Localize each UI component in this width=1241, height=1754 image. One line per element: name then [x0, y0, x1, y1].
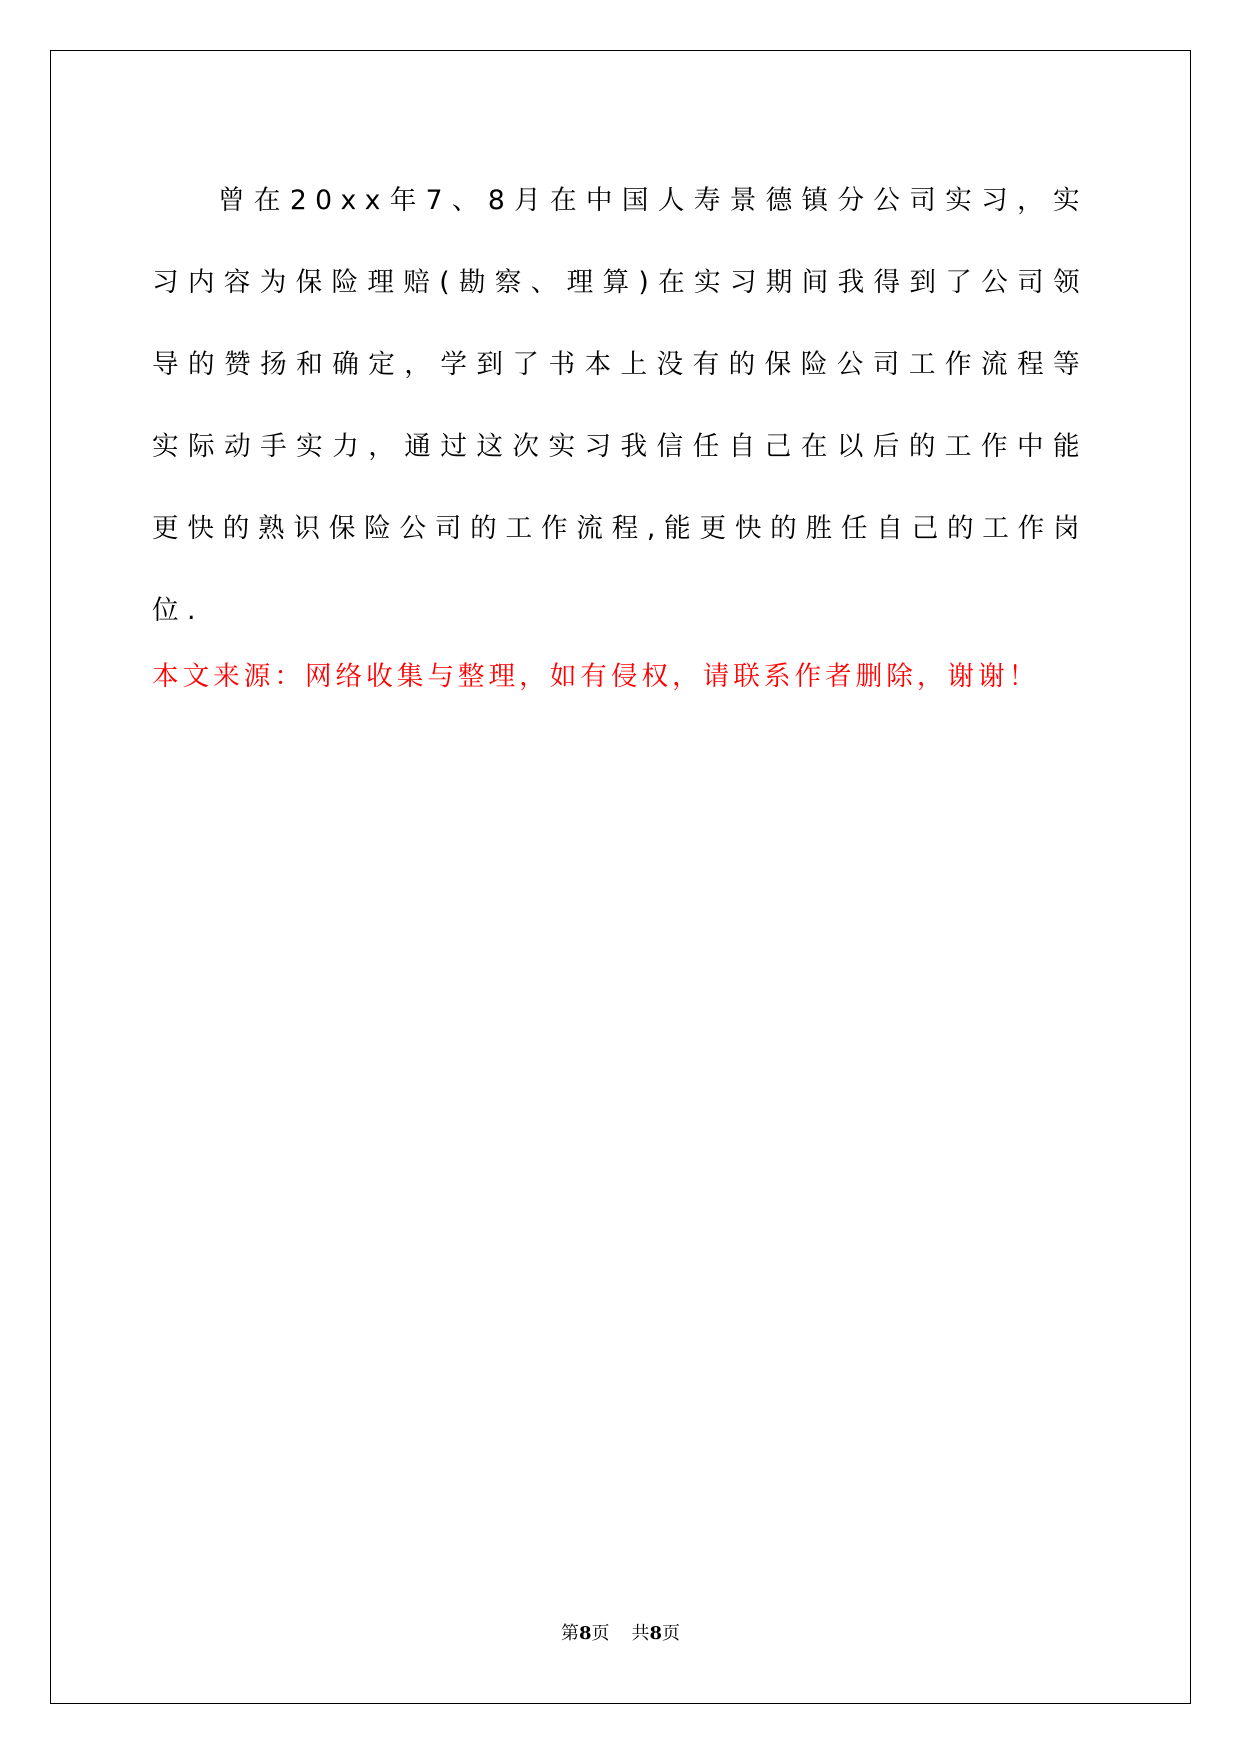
total-label-suffix: 页	[662, 1623, 681, 1644]
total-page-number: 8	[649, 1623, 663, 1644]
total-label-prefix: 共	[631, 1623, 650, 1644]
page-label-suffix: 页	[591, 1623, 610, 1644]
source-note: 本文来源：网络收集与整理，如有侵权，请联系作者删除，谢谢！	[152, 661, 1040, 692]
current-page-number: 8	[578, 1623, 592, 1644]
body-paragraph: 曾在20xx年7、8月在中国人寿景德镇分公司实习，实习内容为保险理赔(勘察、理算)在实习期间我得到了公司领导的赞扬和确定，学到了书本上没有的保险公司工作流程等实际动手实力，通过这次实习我信任自己在以后的工作中能更快的熟识保险公司的工作流程,能更快的胜任自己的工作岗位.	[152, 185, 1088, 626]
page-label-prefix: 第	[560, 1623, 579, 1644]
page-footer	[0, 1622, 1241, 1646]
